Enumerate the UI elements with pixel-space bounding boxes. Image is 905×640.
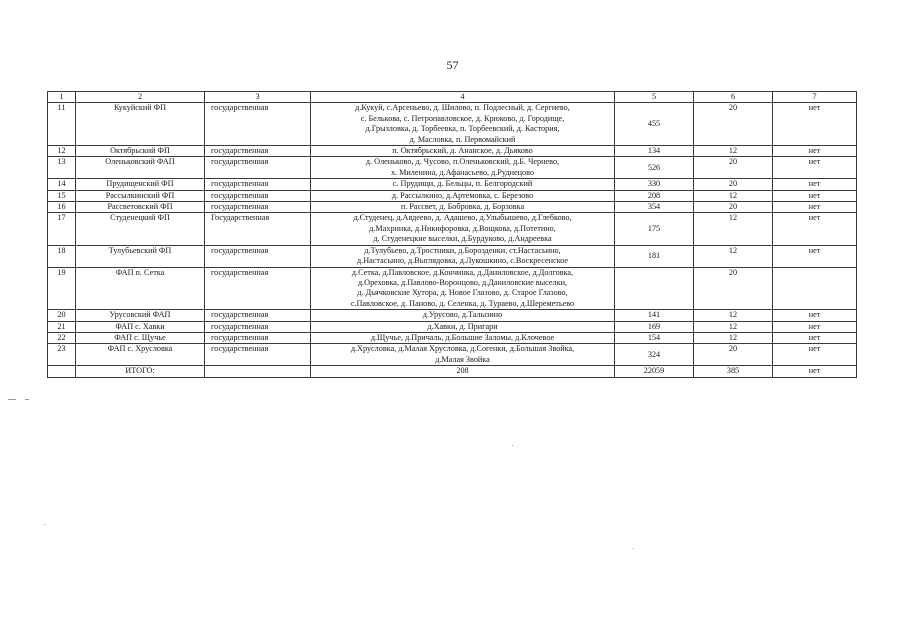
header-cell-1: 1 (48, 92, 76, 103)
address-line: х. Миленина, д.Афанасьево, д.Руднецово (390, 167, 535, 177)
column-7-cell: нет (773, 213, 857, 245)
addresses-cell (311, 213, 615, 245)
facility-name-cell: Рассветовский ФП (76, 202, 205, 213)
population-cell: 154 (615, 332, 694, 343)
column-6-cell: 12 (694, 321, 773, 332)
column-7-cell: нет (773, 146, 857, 157)
column-6-cell: 12 (694, 332, 773, 343)
row-number-cell: 18 (48, 245, 76, 267)
column-7-cell: нет (773, 245, 857, 267)
address-line: д. Рассылкино, д.Артемовка, с. Березово (391, 190, 534, 200)
table-row (48, 310, 857, 321)
addresses-cell (311, 321, 615, 332)
table-row (48, 146, 857, 157)
population-cell: 181 (615, 245, 694, 267)
column-6-cell: 20 (694, 202, 773, 213)
address-line: д.Щучье, д.Причаль, д.Большие Заломы, д.Клочевое (370, 332, 555, 342)
header-cell-2: 2 (76, 92, 205, 103)
address-line: д.Тулубьево, д.Тростники, д.Борозденки, ст.Настасьино, (364, 245, 561, 255)
column-6-cell: 12 (694, 245, 773, 267)
table-row (48, 202, 857, 213)
address-line: д.Кукуй, с.Арсеньево, д. Шилово, п. Подлесный, д. Сергиево, (355, 103, 570, 113)
total-col7-cell: нет (773, 366, 857, 377)
column-7-cell: нет (773, 190, 857, 201)
addresses-cell (311, 245, 615, 267)
facility-name-cell: Студенецкий ФП (76, 213, 205, 245)
ownership-cell: государственная (205, 202, 311, 213)
addresses-cell (311, 103, 615, 146)
address-line: п. Рассвет, д. Бобровка, д. Борзовка (400, 202, 525, 212)
population-cell: 526 (615, 157, 694, 179)
column-6-cell: 20 (694, 179, 773, 190)
population-cell: 455 (615, 103, 694, 146)
row-number-cell: 12 (48, 146, 76, 157)
column-6-cell: 12 (694, 213, 773, 245)
header-cell-3: 3 (205, 92, 311, 103)
ownership-cell: государственная (205, 267, 311, 310)
address-line: д. Оленьково, д. Чусово, п.Оленьковский, д.Б. Чернево, (365, 157, 560, 167)
column-6-cell: 20 (694, 267, 773, 310)
ownership-cell: государственная (205, 179, 311, 190)
total-col4-cell: 208 (311, 366, 615, 377)
table-row (48, 179, 857, 190)
address-line: д.Урусово, д.Талызино (422, 310, 503, 320)
addresses-cell (311, 310, 615, 321)
column-6-cell: 12 (694, 146, 773, 157)
scan-speck (44, 524, 45, 525)
header-cell-5: 5 (615, 92, 694, 103)
scan-speck (512, 445, 513, 446)
total-empty-cell (48, 366, 76, 377)
row-number-cell: 22 (48, 332, 76, 343)
addresses-cell (311, 332, 615, 343)
facility-name-cell: ФАП с. Хавки (76, 321, 205, 332)
addresses-cell (311, 190, 615, 201)
address-line: с. Белькова, с. Петропавловское, д. Крюково, д. Городище, (360, 113, 565, 123)
total-empty-cell (205, 366, 311, 377)
facility-name-cell: ФАП п. Сетка (76, 267, 205, 310)
row-number-cell: 11 (48, 103, 76, 146)
ownership-cell: Государственная (205, 213, 311, 245)
population-cell: 208 (615, 190, 694, 201)
ownership-cell: государственная (205, 310, 311, 321)
facility-name-cell: Прудищенский ФП (76, 179, 205, 190)
address-line: д. Масловка, п. Первомайский (409, 134, 516, 144)
table-header-row (48, 92, 857, 103)
table-row (48, 245, 857, 267)
row-number-cell: 14 (48, 179, 76, 190)
addresses-cell (311, 179, 615, 190)
table-row (48, 321, 857, 332)
facilities-table (47, 91, 857, 378)
addresses-cell (311, 202, 615, 213)
table-row (48, 344, 857, 366)
total-col6-cell: 385 (694, 366, 773, 377)
table-body (48, 92, 857, 378)
facility-name-cell: Тулубьевский ФП (76, 245, 205, 267)
facility-name-cell: Кукуйский ФП (76, 103, 205, 146)
address-line: д.Сетка, д.Павловское, д.Кончинка, д.Даниловское, д.Долговка, (351, 267, 574, 277)
total-label-cell: ИТОГО: (76, 366, 205, 377)
addresses-cell (311, 267, 615, 310)
address-line: д.Махринка, д.Никифоровка, д.Вощкова, д.Потетино, (369, 223, 556, 233)
table-row (48, 267, 857, 310)
ownership-cell: государственная (205, 157, 311, 179)
total-row (48, 366, 857, 377)
row-number-cell: 19 (48, 267, 76, 310)
address-line: д.Хавки, д. Пригари (427, 321, 498, 331)
scan-mark-left (8, 399, 16, 400)
population-cell: 175 (615, 213, 694, 245)
column-6-cell: 12 (694, 310, 773, 321)
address-line: д.Настасьино, д.Выглядовка, д.Лукошкино, с.Воскресенское (357, 256, 568, 266)
row-number-cell: 17 (48, 213, 76, 245)
population-cell: 134 (615, 146, 694, 157)
population-cell (615, 267, 694, 310)
address-line: с. Прудищи, д. Бельцы, п. Белгородский (392, 179, 533, 189)
column-7-cell: нет (773, 179, 857, 190)
ownership-cell: государственная (205, 321, 311, 332)
row-number-cell: 20 (48, 310, 76, 321)
header-cell-6: 6 (694, 92, 773, 103)
table-row (48, 213, 857, 245)
address-line: с.Павловское, д. Паново, д. Селенка, д. Тураево, д.Шереметьево (350, 298, 575, 308)
table-row (48, 332, 857, 343)
facility-name-cell: Рассылкинский ФП (76, 190, 205, 201)
ownership-cell: государственная (205, 190, 311, 201)
column-7-cell: нет (773, 310, 857, 321)
facility-name-cell: ФАП с. Хрусловка (76, 344, 205, 366)
column-6-cell: 12 (694, 190, 773, 201)
facility-name-cell: Оленьковский ФАП (76, 157, 205, 179)
address-line: п. Октябрьский, д. Ананское, д. Дьяково (392, 146, 533, 156)
addresses-cell (311, 344, 615, 366)
facility-name-cell: ФАП с. Щучье (76, 332, 205, 343)
population-cell: 354 (615, 202, 694, 213)
population-cell: 324 (615, 344, 694, 366)
column-7-cell: нет (773, 202, 857, 213)
ownership-cell: государственная (205, 344, 311, 366)
address-line: д.Ореховка, д.Павлово-Воронцово, д.Даниловские выселки, (357, 277, 568, 287)
population-cell: 330 (615, 179, 694, 190)
column-7-cell: нет (773, 332, 857, 343)
table-row (48, 190, 857, 201)
address-line: д.Малая Звойка (435, 354, 490, 364)
table-row (48, 157, 857, 179)
addresses-cell (311, 146, 615, 157)
scan-speck (633, 548, 634, 549)
row-number-cell: 16 (48, 202, 76, 213)
population-cell: 141 (615, 310, 694, 321)
table-row (48, 103, 857, 146)
address-line: д. Студенецкие выселки, д.Бурдуково, д.Андреевка (373, 234, 552, 244)
row-number-cell: 21 (48, 321, 76, 332)
total-col5-cell: 22059 (615, 366, 694, 377)
row-number-cell: 15 (48, 190, 76, 201)
header-cell-4: 4 (311, 92, 615, 103)
address-line: д.Хрусловка, д.Малая Хрусловка, д.Согенки, д.Большая Звойка, (350, 344, 575, 354)
header-cell-7: 7 (773, 92, 857, 103)
column-6-cell: 20 (694, 103, 773, 146)
ownership-cell: государственная (205, 103, 311, 146)
facility-name-cell: Урусовский ФАП (76, 310, 205, 321)
column-7-cell: нет (773, 344, 857, 366)
address-line: д. Дьячковские Хутора, д. Новое Глазово, д. Старое Глазово, (357, 288, 568, 298)
addresses-cell (311, 157, 615, 179)
row-number-cell: 13 (48, 157, 76, 179)
page-number: 57 (446, 58, 459, 72)
ownership-cell: государственная (205, 146, 311, 157)
column-7-cell: нет (773, 321, 857, 332)
scan-mark-left-2 (25, 399, 29, 400)
column-7-cell (773, 267, 857, 310)
column-7-cell: нет (773, 103, 857, 146)
facility-name-cell: Октябрьский ФП (76, 146, 205, 157)
ownership-cell: государственная (205, 245, 311, 267)
column-6-cell: 20 (694, 157, 773, 179)
address-line: д.Студенец, д.Авдеево, д. Адашево, д.Улыбышево, д.Глебково, (353, 213, 572, 223)
column-7-cell: нет (773, 157, 857, 179)
ownership-cell: государственная (205, 332, 311, 343)
row-number-cell: 23 (48, 344, 76, 366)
address-line: д.Грызловка, д. Торбеевка, п. Торбеевский, д. Кастория, (365, 124, 560, 134)
population-cell: 169 (615, 321, 694, 332)
column-6-cell: 20 (694, 344, 773, 366)
